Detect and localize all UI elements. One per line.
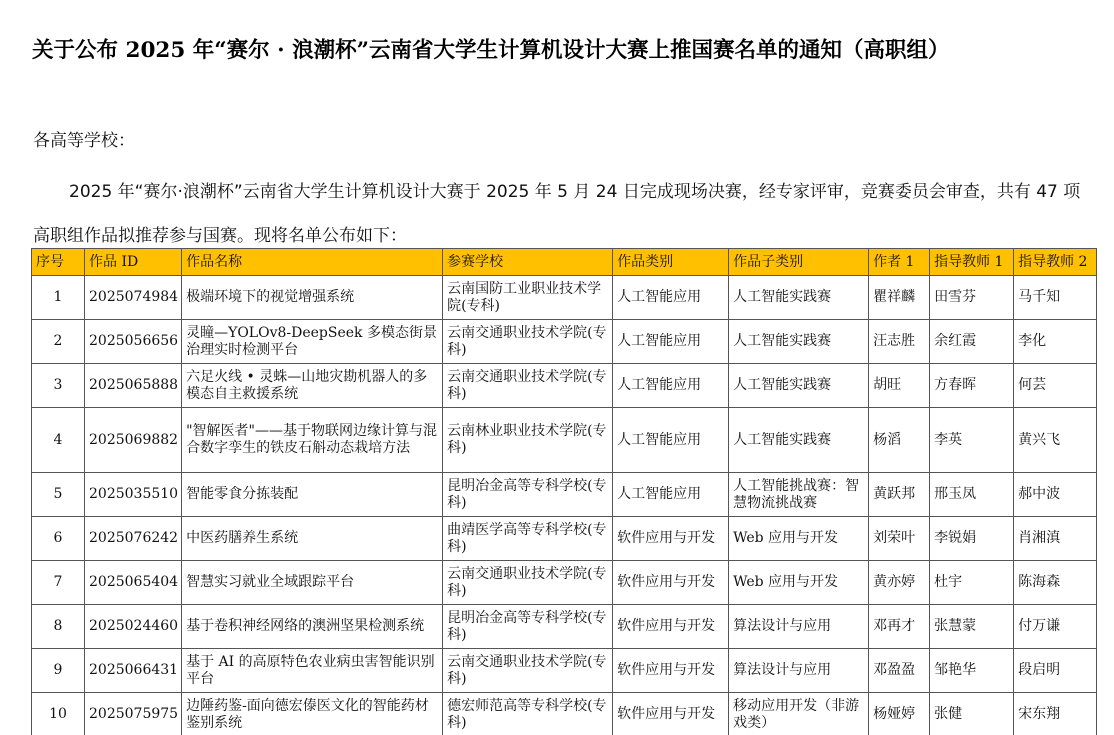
- cell-work-id: 2025056656: [85, 320, 182, 364]
- cell-index: 2: [32, 320, 85, 364]
- table-row: [32, 561, 1097, 605]
- cell-work-id: 2025035510: [85, 473, 182, 517]
- cell-work-name: "智解医者"——基于物联网边缘计算与混合数字孪生的铁皮石斛动态栽培方法: [182, 408, 443, 473]
- cell-work-name: 基于卷积神经网络的澳洲坚果检测系统: [182, 605, 443, 649]
- cell-subcategory: 人工智能实践赛: [729, 408, 869, 473]
- cell-index: 3: [32, 364, 85, 408]
- cell-school: 云南林业职业技术学院(专科): [443, 408, 613, 473]
- cell-index: 6: [32, 517, 85, 561]
- header-category: 作品类别: [613, 249, 729, 276]
- cell-advisor-2: 宋东翔: [1014, 693, 1097, 735]
- cell-work-id: 2025074984: [85, 276, 182, 320]
- cell-author: 邓盈盈: [869, 649, 930, 693]
- cell-work-id: 2025075975: [85, 693, 182, 735]
- cell-index: 7: [32, 561, 85, 605]
- cell-work-name: 中医药膳养生系统: [182, 517, 443, 561]
- cell-advisor-1: 方春晖: [930, 364, 1014, 408]
- cell-work-name: 边陲药鉴-面向德宏傣医文化的智能药材鉴别系统: [182, 693, 443, 735]
- cell-work-name: 极端环境下的视觉增强系统: [182, 276, 443, 320]
- cell-work-name: 六足火线 • 灵蛛—山地灾勘机器人的多模态自主救援系统: [182, 364, 443, 408]
- table-row: [32, 320, 1097, 364]
- cell-school: 云南国防工业职业技术学院(专科): [443, 276, 613, 320]
- cell-subcategory: Web 应用与开发: [729, 561, 869, 605]
- cell-index: 10: [32, 693, 85, 735]
- cell-author: 黄跃邦: [869, 473, 930, 517]
- cell-advisor-1: 邹艳华: [930, 649, 1014, 693]
- cell-advisor-1: 张健: [930, 693, 1014, 735]
- header-index: 序号: [32, 249, 85, 276]
- cell-work-id: 2025065888: [85, 364, 182, 408]
- recommendation-table: [31, 248, 1097, 735]
- header-work-name: 作品名称: [182, 249, 443, 276]
- table-row: [32, 517, 1097, 561]
- table-row: [32, 605, 1097, 649]
- cell-author: 黄亦婷: [869, 561, 930, 605]
- cell-school: 云南交通职业技术学院(专科): [443, 364, 613, 408]
- cell-subcategory: 移动应用开发（非游戏类）: [729, 693, 869, 735]
- cell-author: 杨滔: [869, 408, 930, 473]
- cell-category: 人工智能应用: [613, 320, 729, 364]
- cell-index: 5: [32, 473, 85, 517]
- cell-school: 昆明冶金高等专科学校(专科): [443, 473, 613, 517]
- cell-work-id: 2025076242: [85, 517, 182, 561]
- cell-advisor-1: 李锐娟: [930, 517, 1014, 561]
- cell-advisor-2: 马千知: [1014, 276, 1097, 320]
- intro-paragraph: 2025 年“赛尔·浪潮杯”云南省大学生计算机设计大赛于 2025 年 5 月 24 日完成现场决赛，经专家评审，竞赛委员会审查，共有 47 项高职组作品拟推荐参与国赛。现将名单公布如下：: [33, 182, 1081, 246]
- table-header-row: [32, 249, 1097, 276]
- cell-category: 软件应用与开发: [613, 605, 729, 649]
- cell-school: 云南交通职业技术学院(专科): [443, 320, 613, 364]
- document-title: 关于公布 2025 年“赛尔 · 浪潮杯”云南省大学生计算机设计大赛上推国赛名单的通知（高职组）: [32, 38, 950, 63]
- cell-school: 云南交通职业技术学院(专科): [443, 649, 613, 693]
- cell-category: 人工智能应用: [613, 276, 729, 320]
- cell-subcategory: Web 应用与开发: [729, 517, 869, 561]
- cell-index: 8: [32, 605, 85, 649]
- cell-advisor-2: 郝中波: [1014, 473, 1097, 517]
- table-row: [32, 276, 1097, 320]
- cell-work-id: 2025069882: [85, 408, 182, 473]
- cell-subcategory: 人工智能实践赛: [729, 276, 869, 320]
- cell-school: 云南交通职业技术学院(专科): [443, 561, 613, 605]
- cell-advisor-2: 段启明: [1014, 649, 1097, 693]
- cell-work-name: 灵瞳—YOLOv8-DeepSeek 多模态街景治理实时检测平台: [182, 320, 443, 364]
- header-advisor-2: 指导教师 2: [1014, 249, 1097, 276]
- cell-work-name: 智能零食分拣装配: [182, 473, 443, 517]
- cell-work-id: 2025066431: [85, 649, 182, 693]
- cell-category: 软件应用与开发: [613, 517, 729, 561]
- cell-subcategory: 算法设计与应用: [729, 605, 869, 649]
- table-row: [32, 649, 1097, 693]
- cell-advisor-2: 李化: [1014, 320, 1097, 364]
- cell-category: 人工智能应用: [613, 408, 729, 473]
- cell-author: 胡旺: [869, 364, 930, 408]
- cell-advisor-1: 余红霞: [930, 320, 1014, 364]
- cell-index: 1: [32, 276, 85, 320]
- cell-advisor-2: 付万谦: [1014, 605, 1097, 649]
- cell-advisor-1: 李英: [930, 408, 1014, 473]
- cell-author: 汪志胜: [869, 320, 930, 364]
- cell-category: 软件应用与开发: [613, 693, 729, 735]
- cell-advisor-1: 邢玉凤: [930, 473, 1014, 517]
- cell-advisor-2: 黄兴飞: [1014, 408, 1097, 473]
- table-row: [32, 693, 1097, 735]
- salutation: 各高等学校：: [33, 131, 135, 151]
- cell-subcategory: 人工智能挑战赛：智慧物流挑战赛: [729, 473, 869, 517]
- header-subcategory: 作品子类别: [729, 249, 869, 276]
- cell-subcategory: 算法设计与应用: [729, 649, 869, 693]
- cell-subcategory: 人工智能实践赛: [729, 320, 869, 364]
- cell-school: 曲靖医学高等专科学校(专科): [443, 517, 613, 561]
- cell-category: 软件应用与开发: [613, 561, 729, 605]
- cell-advisor-1: 田雪芬: [930, 276, 1014, 320]
- cell-category: 人工智能应用: [613, 473, 729, 517]
- cell-advisor-2: 肖湘滇: [1014, 517, 1097, 561]
- header-work-id: 作品 ID: [85, 249, 182, 276]
- cell-subcategory: 人工智能实践赛: [729, 364, 869, 408]
- header-school: 参赛学校: [443, 249, 613, 276]
- cell-index: 9: [32, 649, 85, 693]
- cell-advisor-1: 杜宇: [930, 561, 1014, 605]
- cell-advisor-2: 陈海森: [1014, 561, 1097, 605]
- cell-work-id: 2025065404: [85, 561, 182, 605]
- cell-work-name: 智慧实习就业全域跟踪平台: [182, 561, 443, 605]
- cell-advisor-1: 张慧蒙: [930, 605, 1014, 649]
- cell-index: 4: [32, 408, 85, 473]
- header-author: 作者 1: [869, 249, 930, 276]
- cell-work-name: 基于 AI 的高原特色农业病虫害智能识别平台: [182, 649, 443, 693]
- table-row: [32, 364, 1097, 408]
- cell-author: 杨娅婷: [869, 693, 930, 735]
- table-row: [32, 473, 1097, 517]
- cell-work-id: 2025024460: [85, 605, 182, 649]
- cell-category: 软件应用与开发: [613, 649, 729, 693]
- table-row: [32, 408, 1097, 473]
- header-advisor-1: 指导教师 1: [930, 249, 1014, 276]
- cell-author: 刘荣叶: [869, 517, 930, 561]
- cell-school: 德宏师范高等专科学校(专科): [443, 693, 613, 735]
- cell-author: 邓再才: [869, 605, 930, 649]
- cell-school: 昆明冶金高等专科学校(专科): [443, 605, 613, 649]
- cell-advisor-2: 何芸: [1014, 364, 1097, 408]
- cell-author: 瞿祥麟: [869, 276, 930, 320]
- cell-category: 人工智能应用: [613, 364, 729, 408]
